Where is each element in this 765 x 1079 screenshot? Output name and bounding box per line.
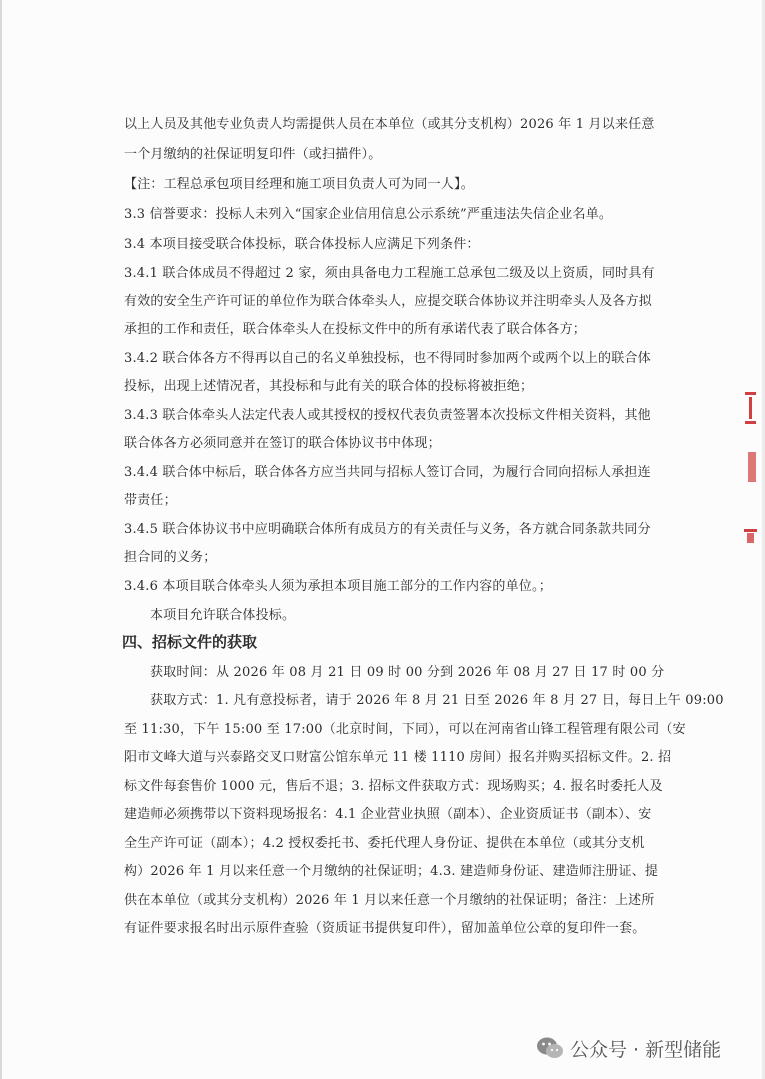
text-line: 建造师必须携带以下资料现场报名：4.1 企业营业执照（副本）、企业资质证书（副本）、安: [124, 807, 652, 822]
seal-fragment: [745, 392, 756, 395]
wechat-watermark: [536, 1034, 721, 1062]
page-edge-left: [0, 0, 2, 1079]
text-line: 阳市文峰大道与兴泰路交叉口财富公馆东单元 11 楼 1110 房间）报名并购买招标文件。2. 招: [124, 750, 672, 765]
text-line: 3.3 信誉要求：投标人未列入“国家企业信用信息公示系统”严重违法失信企业名单。: [124, 207, 613, 222]
text-line: 3.4.1 联合体成员不得超过 2 家，须由具备电力工程施工总承包二级及以上资质，同时具有: [124, 266, 655, 281]
text-line: 一个月缴纳的社保证明复印件（或扫描件）。: [124, 147, 382, 162]
text-line: 3.4.4 联合体中标后，联合体各方应当共同与招标人签订合同，为履行合同向招标人承担连: [124, 465, 651, 480]
text-line: 本项目允许联合体投标。: [150, 608, 296, 623]
text-line: 供在本单位（或其分支机构）2026 年 1 月以来任意一个月缴纳的社保证明；备注：上述所: [124, 893, 655, 908]
seal-fragment: [744, 529, 757, 532]
watermark-text: 公众号 · 新型储能: [570, 1038, 722, 1061]
text-line: 担合同的义务；: [124, 550, 217, 565]
section-heading: 四、招标文件的获取: [122, 633, 258, 651]
seal-fragment: [749, 397, 752, 419]
text-line: 3.4.3 联合体牵头人法定代表人或其授权的授权代表负责签署本次投标文件相关资料，其他: [124, 408, 651, 423]
text-line: 有效的安全生产许可证的单位作为联合体牵头人，应提交联合体协议并注明牵头人及各方拟: [124, 294, 653, 309]
seal-fragment: [748, 452, 756, 482]
text-line: 获取方式：1. 凡有意投标者，请于 2026 年 8 月 21 日至 2026 年 8 月 27 日，每日上午 09:00: [150, 693, 724, 708]
text-line: 有证件要求报名时出示原件查验（资质证书提供复印件），留加盖单位公章的复印件一套。: [124, 921, 646, 936]
text-line: 3.4.6 本项目联合体牵头人须为承担本项目施工部分的工作内容的单位。；: [124, 579, 552, 594]
text-line: 3.4 本项目接受联合体投标，联合体投标人应满足下列条件：: [124, 237, 480, 252]
seal-fragment: [747, 533, 754, 543]
text-line: 3.4.2 联合体各方不得再以自己的名义单独投标，也不得同时参加两个或两个以上的联合体: [124, 351, 651, 366]
wechat-icon: [536, 1036, 564, 1060]
text-line: 带责任；: [124, 493, 177, 508]
text-line: 承担的工作和责任，联合体牵头人在投标文件中的所有承诺代表了联合体各方；: [124, 322, 587, 337]
text-line: 获取时间：从 2026 年 08 月 21 日 09 时 00 分到 2026 年 08 月 27 日 17 时 00 分: [150, 665, 665, 680]
text-line: 联合体各方必须同意并在签订的联合体协议书中体现；: [124, 436, 441, 451]
text-line: 3.4.5 联合体协议书中应明确联合体所有成员方的有关责任与义务，各方就合同条款共同分: [124, 522, 651, 537]
text-line: 全生产许可证（副本）；4.2 授权委托书、委托代理人身份证、提供在本单位（或其分支机: [124, 836, 645, 851]
text-line: 【注：工程总承包项目经理和施工项目负责人可为同一人】。: [124, 177, 474, 192]
text-line: 以上人员及其他专业负责人均需提供人员在本单位（或其分支机构）2026 年 1 月以来任意: [124, 117, 655, 132]
seal-fragment: [745, 421, 756, 424]
text-line: 投标，出现上述情况者，其投标和与此有关的联合体的投标将被拒绝；: [124, 379, 534, 394]
text-line: 至 11:30，下午 15:00 至 17:00（北京时间，下同），可以在河南省山锋工程管理有限公司（安: [124, 722, 686, 737]
text-line: 标文件每套售价 1000 元，售后不退；3. 招标文件获取方式：现场购买；4. 报名时委托人及: [124, 779, 663, 794]
text-line: 构）2026 年 1 月以来任意一个月缴纳的社保证明；4.3. 建造师身份证、建造师注册证、提: [124, 864, 659, 879]
